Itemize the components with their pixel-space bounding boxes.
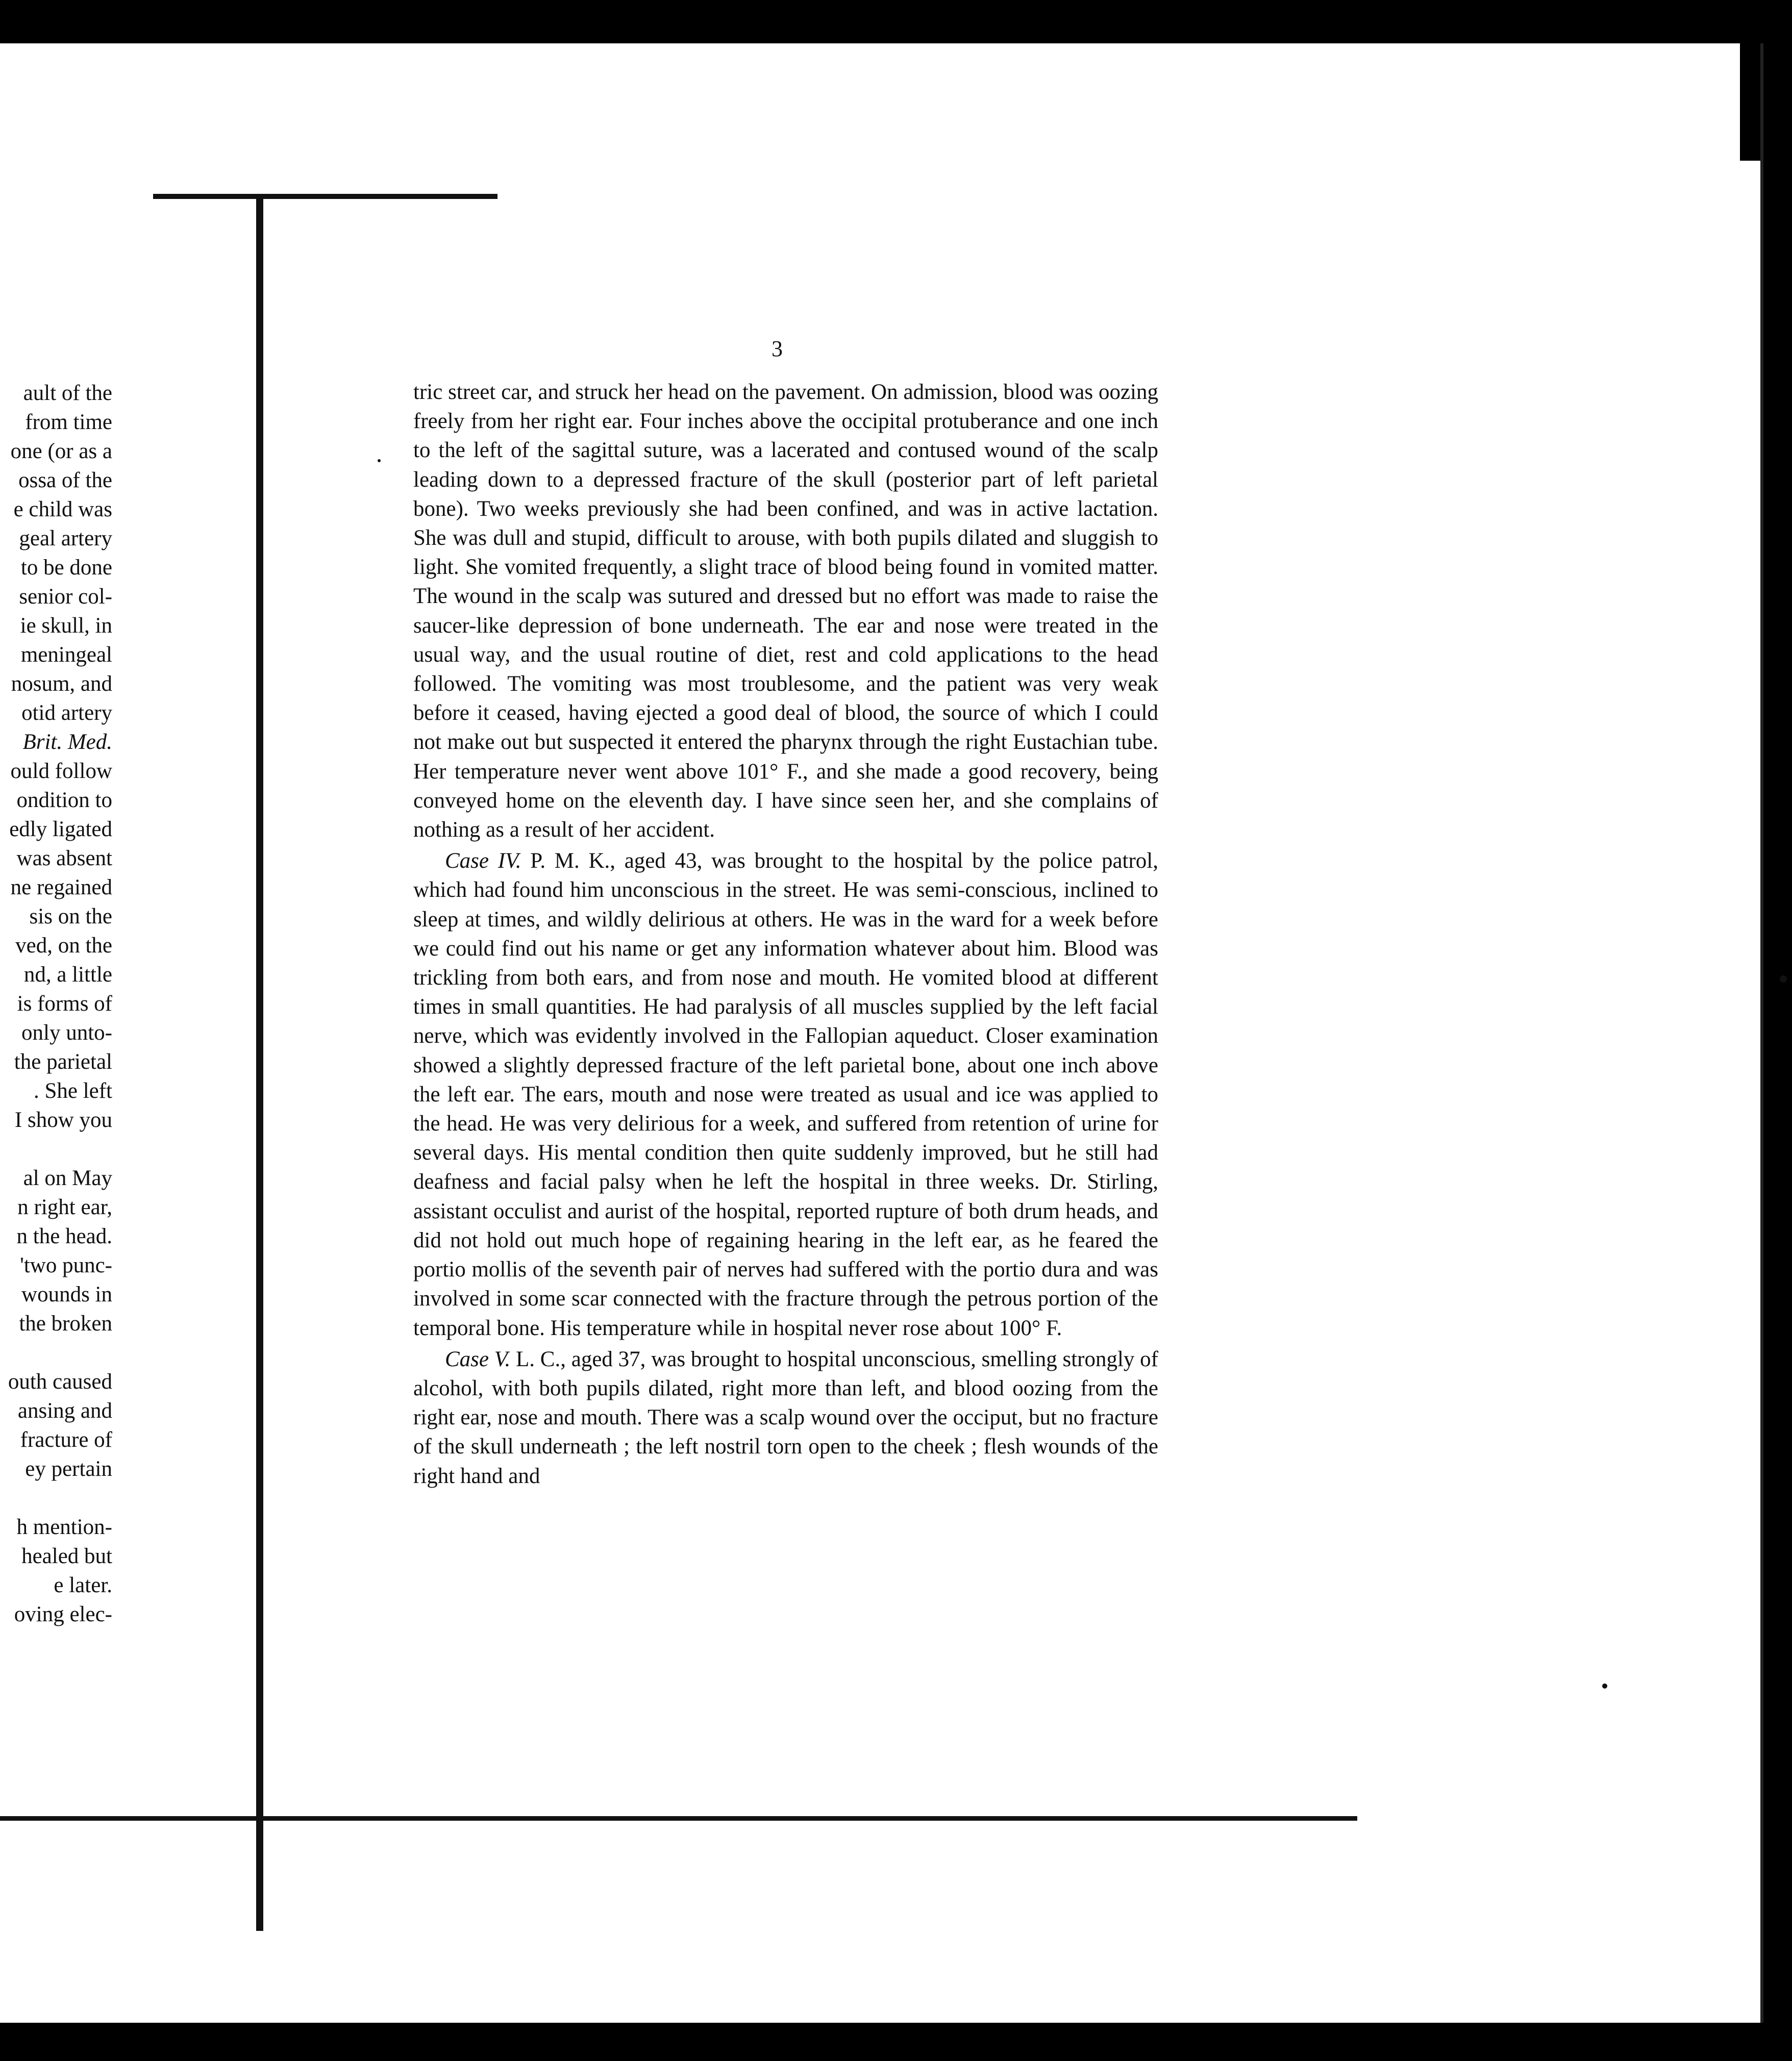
left-column-line: ossa of the <box>18 468 112 492</box>
binding-left-rule <box>256 196 263 1931</box>
left-column-line <box>0 1338 112 1367</box>
left-column-line: geal artery <box>19 526 112 550</box>
left-column-line: ved, on the <box>15 934 112 958</box>
left-column-line: nosum, and <box>11 672 112 696</box>
sheet-corner-shadow <box>1740 43 1760 161</box>
left-column-line: meningeal <box>20 643 112 667</box>
scan-speck <box>378 459 381 462</box>
left-column-line: h mention- <box>16 1515 112 1539</box>
left-column-line: ne regained <box>10 875 112 899</box>
left-column-line: was absent <box>16 846 112 870</box>
scan-speck <box>1602 1683 1607 1689</box>
left-column-line: only unto- <box>21 1021 112 1045</box>
left-column-line: n right ear, <box>17 1195 112 1219</box>
left-column-line: the parietal <box>14 1050 112 1074</box>
left-column-line: ie skull, in <box>20 614 112 638</box>
scan-speck <box>1780 975 1787 983</box>
left-column-line: ansing and <box>17 1399 112 1423</box>
left-column-line: ondition to <box>16 788 112 812</box>
left-column-line <box>0 1135 112 1164</box>
left-column-line: ould follow <box>10 759 112 783</box>
case-5-heading: Case V. <box>445 1347 511 1371</box>
paragraph-case-5 <box>413 1345 1158 1491</box>
left-column-line: . She left <box>33 1079 112 1103</box>
binding-bottom-rule <box>0 1816 1357 1821</box>
main-text-column <box>413 378 1158 1491</box>
page-number: 3 <box>771 336 783 361</box>
case-5-text: L. C., aged 37, was brought to hospital unconscious, smelling strongly of alcohol, with both pupils dilated, right more than left, and blood oozing from the right ear, nose and mouth. There was a scalp wound over the occiput, but no fracture of the skull underneath ; the left nostril torn open to the cheek ; flesh wounds of the right hand and <box>413 1347 1158 1488</box>
left-column-line: Brit. Med. <box>22 730 112 754</box>
left-column-line: I show you <box>14 1108 112 1132</box>
left-column-line: healed but <box>21 1544 112 1568</box>
left-column-line: nd, a little <box>23 963 112 987</box>
left-column-line: e later. <box>54 1573 112 1597</box>
case-4-text: P. M. K., aged 43, was brought to the hospital by the police patrol, which had found him unconscious in the street. He was semi-conscious, inclined to sleep at times, and wildly delirious at others. He was in the ward for a week before we could find out his name or get any information whatever about him. Blood was trickling from both ears, and from nose and mouth. He vomited blood at different times in small quantities. He had paralysis of all muscles supplied by the left facial nerve, which was evidently involved in the Fallopian aqueduct. Closer examination showed a slightly depressed fracture of the left parietal bone, about one inch above the left ear. The ears, mouth and nose were treated as usual and ice was applied to the head. He was very delirious for a week, and suffered from retention of urine for several days. His mental condition then quite suddenly improved, but he still had deafness and facial palsy when he left the hospital in three weeks. Dr. Stirling, assistant occulist and aurist of the hospital, reported rupture of both drum heads, and did not hold out much hope of regaining hearing in the left ear, as he feared the portio mollis of the seventh pair of nerves had suffered with the portio dura and was involved in some scar connected with the fracture through the petrous portion of the temporal bone. His temperature while in hospital never rose about 100° F. <box>413 849 1159 1340</box>
paragraph-case-4 <box>413 846 1158 1342</box>
left-column-line <box>0 1484 112 1513</box>
left-column-line: ault of the <box>23 381 112 405</box>
left-column-line: e child was <box>13 497 112 521</box>
left-column-line: one (or as a <box>10 439 112 463</box>
left-column-line: is forms of <box>17 992 112 1016</box>
left-column-line: senior col- <box>19 585 112 609</box>
case-4-heading: Case IV. <box>445 849 521 873</box>
left-column-line: ey pertain <box>25 1457 112 1481</box>
left-column-line: the broken <box>19 1312 112 1336</box>
left-column-line: 'two punc- <box>20 1253 112 1277</box>
left-column-line: n the head. <box>16 1224 112 1248</box>
left-column-line: al on May <box>23 1166 112 1190</box>
left-column-line: oving elec- <box>14 1602 112 1626</box>
left-column-line: wounds in <box>21 1283 112 1306</box>
left-column-line: to be done <box>20 556 112 580</box>
left-column-line: otid artery <box>21 701 112 725</box>
left-column-line: edly ligated <box>9 817 112 841</box>
paragraph-continued: tric street car, and struck her head on the pavement. On admission, blood was oozing freely from her right ear. Four inches above the occipital protuberance and one inch to the left of the sagittal suture, was a lacerated and contused wound of the scalp leading down to a depressed fracture of the skull (posterior part of left parietal bone). Two weeks previously she had been confined, and was in active lactation. She was dull and stupid, difficult to arouse, with both pupils dilated and sluggish to light. She vomited frequently, a slight trace of blood being found in vomited matter. The wound in the scalp was sutured and dressed but no effort was made to raise the saucer-like depression of bone underneath. The ear and nose were treated in the usual way, and the usual routine of diet, rest and cold applications to the head followed. The vomiting was most troublesome, and the patient was very weak before it ceased, having ejected a good deal of blood, the source of which I could not make out but suspected it entered the pharynx through the right Eustachian tube. Her temperature never went above 101° F., and she made a good recovery, being conveyed home on the eleventh day. I have since seen her, and she complains of nothing as a result of her accident. <box>413 380 1158 842</box>
left-column-line: from time <box>25 410 112 434</box>
binding-top-rule <box>153 194 497 199</box>
left-column-line: fracture of <box>20 1428 112 1452</box>
previous-page-column <box>0 379 112 1629</box>
left-column-line: sis on the <box>29 904 112 928</box>
left-column-line: outh caused <box>8 1370 112 1394</box>
